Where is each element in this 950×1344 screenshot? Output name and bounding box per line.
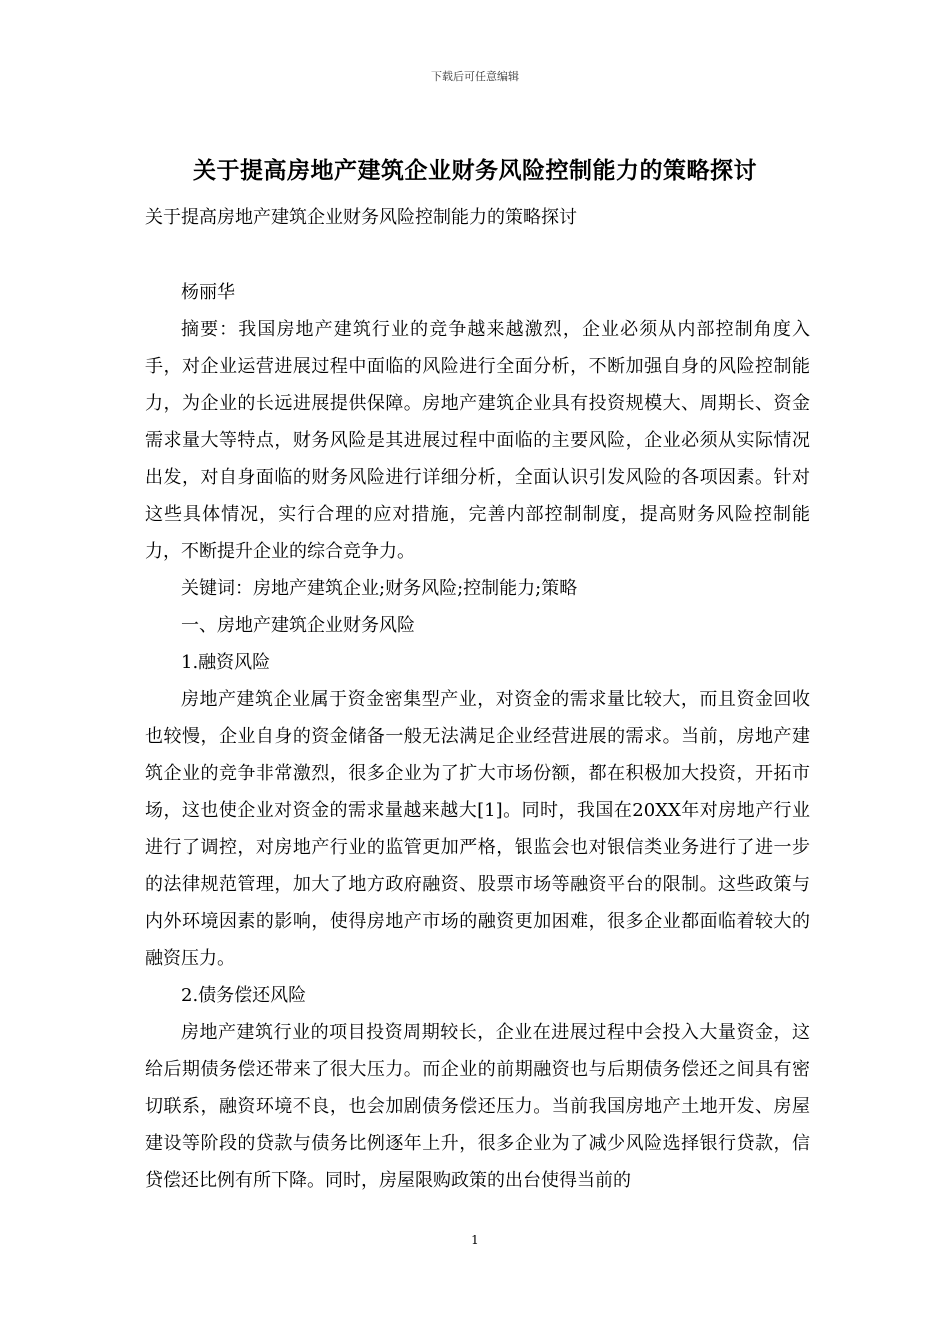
body-paragraph: 房地产建筑行业的项目投资周期较长，企业在进展过程中会投入大量资金，这给后期债务偿还带来了很大压力。而企业的前期融资也与后期债务偿还之间具有密切联系，融资环境不良，也会加剧债务偿还压力。当前我国房地产土地开发、房屋建设等阶段的贷款与债务比例逐年上升，很多企业为了减少风险选择银行贷款，信贷偿还比例有所下降。同时，房屋限购政策的出台使得当前的 <box>145 1022 810 1191</box>
document-body <box>145 274 810 1199</box>
abstract-paragraph: 摘要：我国房地产建筑行业的竞争越来越激烈，企业必须从内部控制角度入手，对企业运营进展过程中面临的风险进行全面分析，不断加强自身的风险控制能力，为企业的长远进展提供保障。房地产建筑企业具有投资规模大、周期长、资金需求量大等特点，财务风险是其进展过程中面临的主要风险，企业必须从实际情况出发，对自身面临的财务风险进行详细分析，全面认识引发风险的各项因素。针对这些具体情况，实行合理的应对措施，完善内部控制制度，提高财务风险控制能力，不断提升企业的综合竞争力。 <box>145 319 810 562</box>
author-line: 杨丽华 <box>181 282 235 303</box>
subsection-heading: 2.债务偿还风险 <box>181 985 307 1006</box>
keywords-line: 关键词：房地产建筑企业;财务风险;控制能力;策略 <box>181 578 578 599</box>
page-number: 1 <box>471 1233 479 1247</box>
section-heading: 一、房地产建筑企业财务风险 <box>181 615 415 636</box>
body-paragraph: 房地产建筑企业属于资金密集型产业，对资金的需求量比较大，而且资金回收也较慢，企业自身的资金储备一般无法满足企业经营进展的需求。当前，房地产建筑企业的竞争非常激烈，很多企业为了扩大市场份额，都在积极加大投资，开拓市场，这也使企业对资金的需求量越来越大[1]。同时，我国在20XX年对房地产行业进行了调控，对房地产行业的监管更加严格，银监会也对银信类业务进行了进一步的法律规范管理，加大了地方政府融资、股票市场等融资平台的限制。这些政策与内外环境因素的影响，使得房地产市场的融资更加困难，很多企业都面临着较大的融资压力。 <box>145 689 810 969</box>
header-note: 下载后可任意编辑 <box>431 70 519 83</box>
document-title: 关于提高房地产建筑企业财务风险控制能力的策略探讨 <box>193 157 757 184</box>
document-subtitle: 关于提高房地产建筑企业财务风险控制能力的策略探讨 <box>145 207 577 228</box>
subsection-heading: 1.融资风险 <box>181 652 271 673</box>
